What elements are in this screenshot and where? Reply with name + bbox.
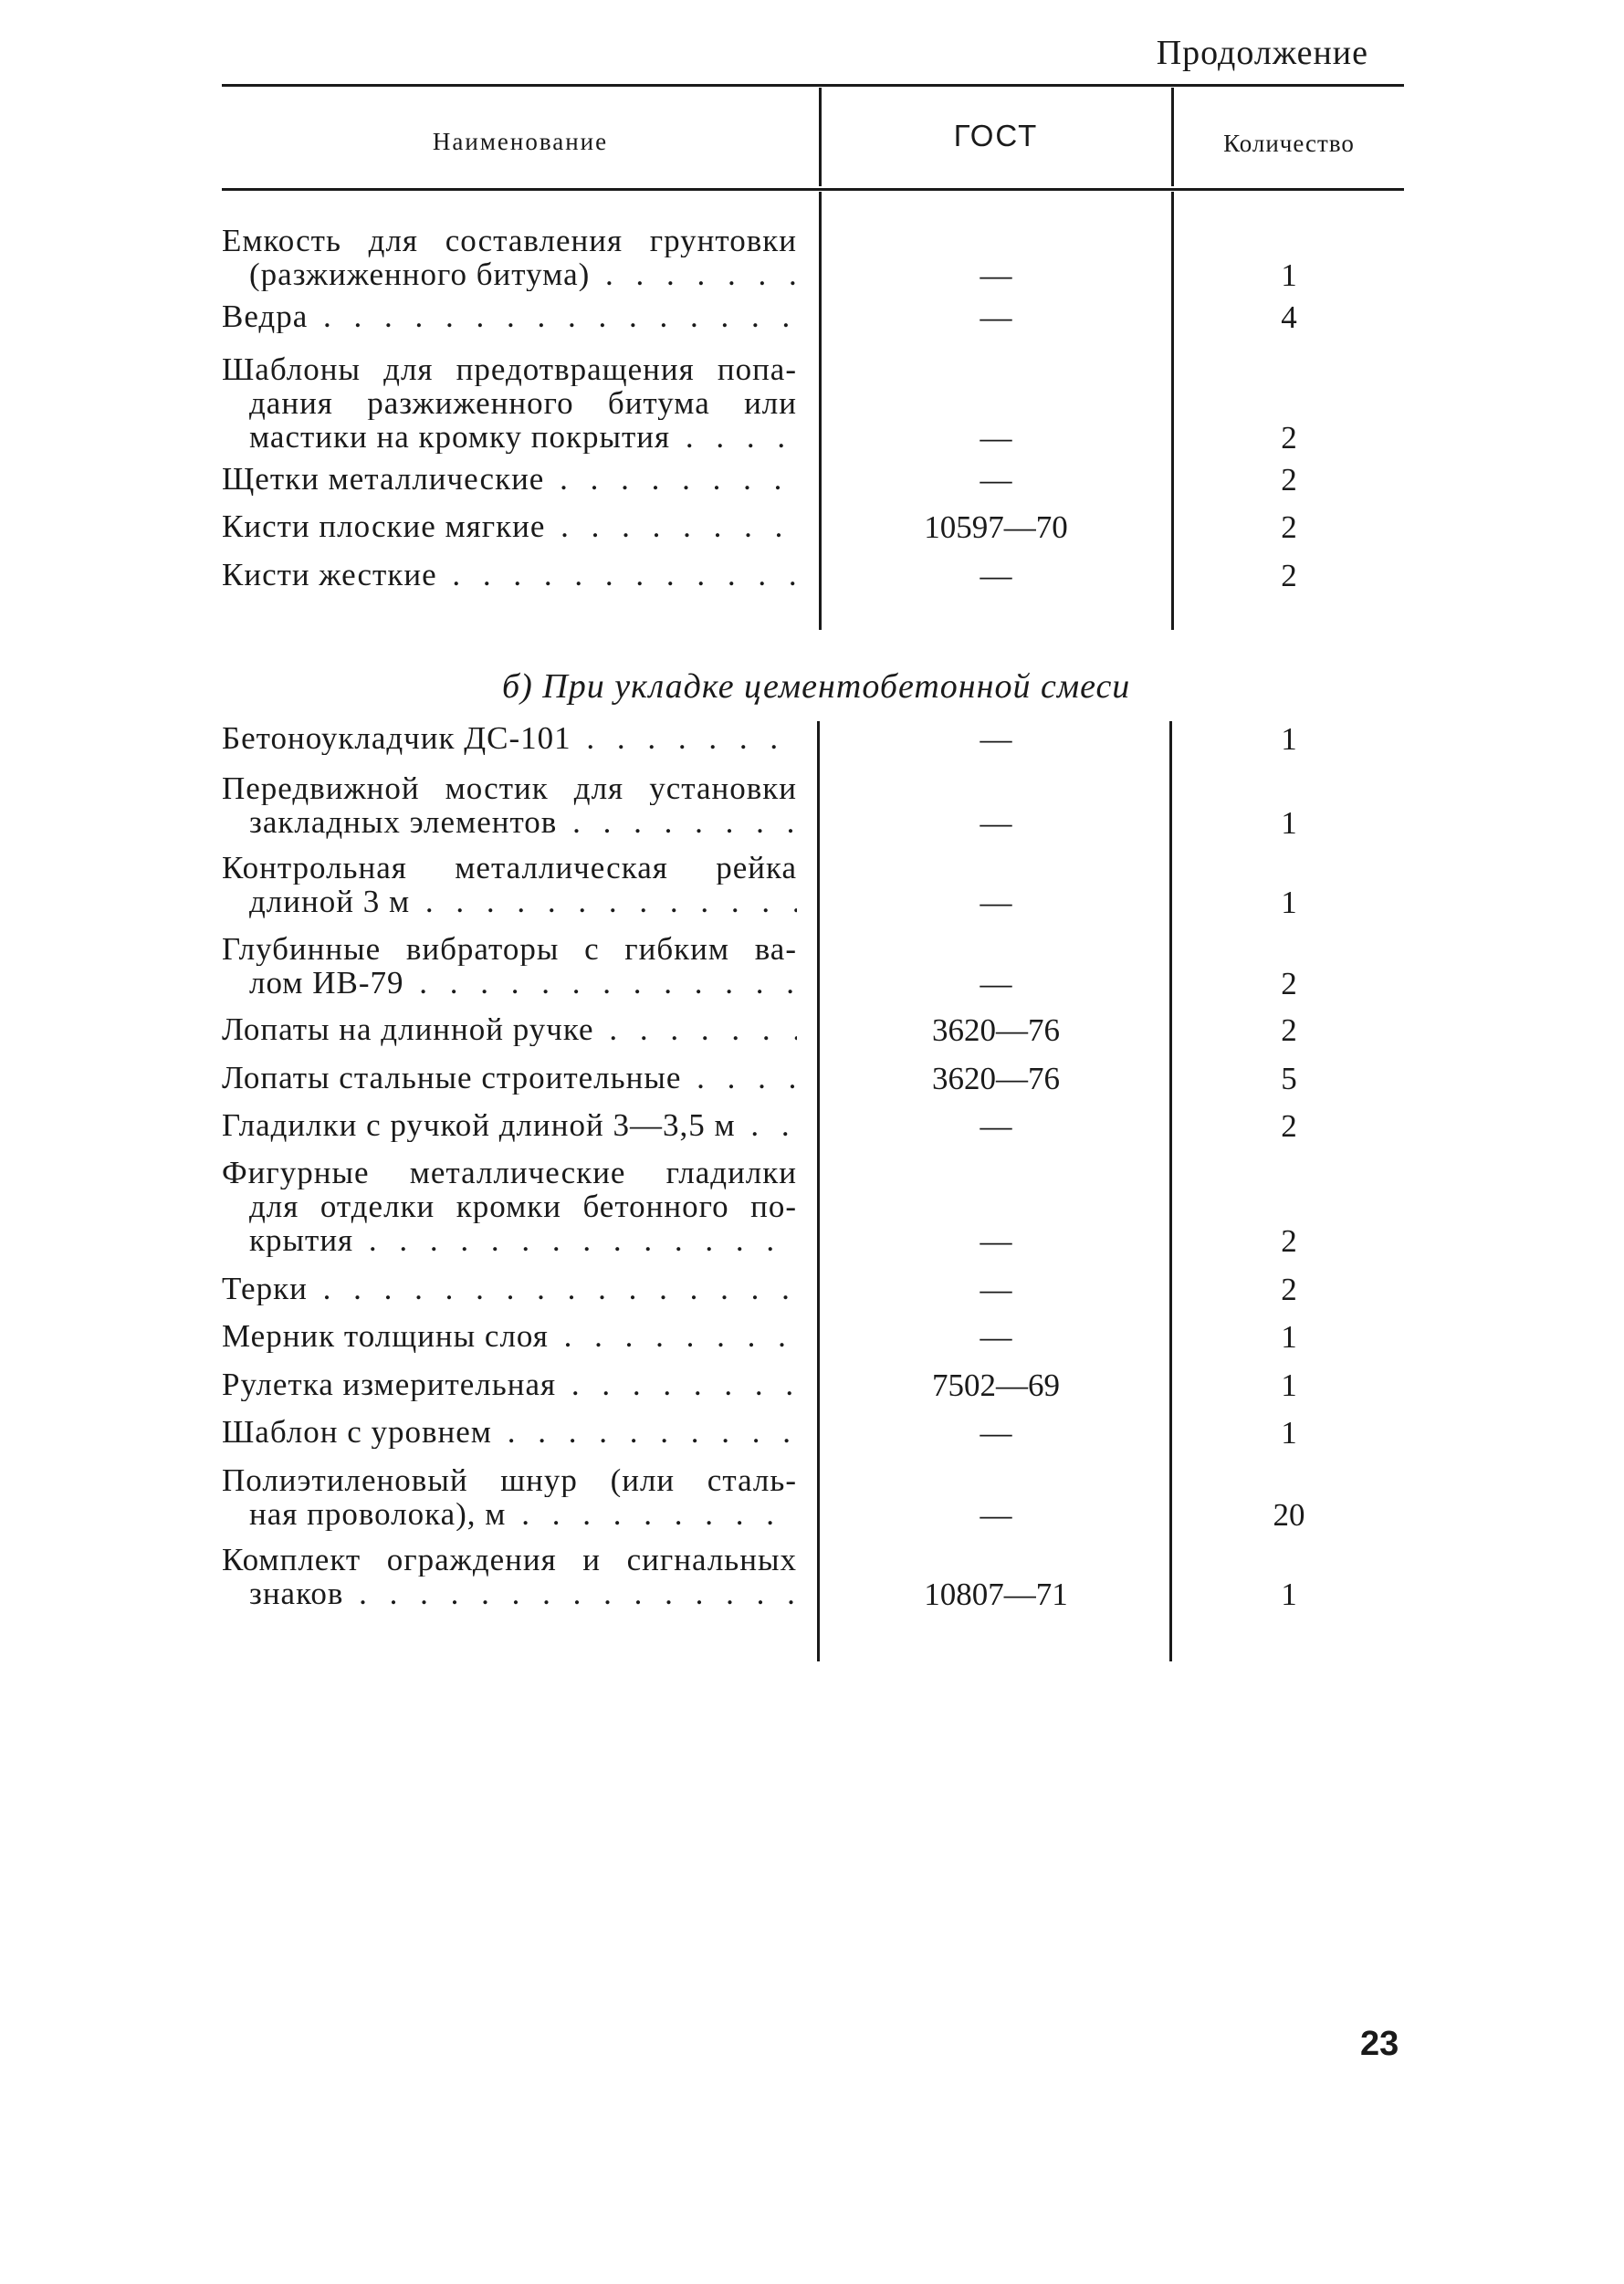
item-name-line: Емкость для составления грунтовки bbox=[222, 224, 797, 257]
item-name-line: Передвижной мостик для установки bbox=[222, 771, 797, 805]
item-name-line bbox=[222, 1223, 797, 1257]
leader-dots bbox=[556, 1367, 797, 1401]
item-name-line bbox=[222, 1577, 797, 1610]
leader-dots bbox=[353, 1223, 797, 1257]
section-b-title: б) При укладке цементобетонной смеси bbox=[502, 667, 1131, 706]
gost-cell: — bbox=[980, 420, 1012, 456]
item-name-text: знаков bbox=[249, 1577, 344, 1610]
qty-cell: 20 bbox=[1273, 1497, 1305, 1533]
item-name bbox=[222, 462, 797, 496]
qty-cell: 1 bbox=[1281, 1415, 1297, 1451]
leader-dots bbox=[670, 420, 797, 454]
table-top-rule bbox=[222, 84, 1404, 87]
item-name-text: Кисти плоские мягкие bbox=[222, 509, 546, 543]
item-name bbox=[222, 932, 797, 1000]
leader-dots bbox=[545, 509, 797, 543]
item-name bbox=[222, 1108, 797, 1142]
qty-cell: 1 bbox=[1281, 885, 1297, 920]
item-name-line: для отделки кромки бетонного по- bbox=[249, 1189, 797, 1223]
page-number: 23 bbox=[1360, 2025, 1399, 2063]
gost-cell: — bbox=[980, 462, 1012, 498]
leader-dots bbox=[437, 558, 797, 592]
item-name-line: Глубинные вибраторы с гибким ва- bbox=[222, 932, 797, 966]
item-name-line bbox=[222, 1415, 797, 1449]
header-name: Наименование bbox=[432, 128, 609, 155]
header-gost: ГОСТ bbox=[953, 119, 1039, 152]
qty-cell: 2 bbox=[1281, 1272, 1297, 1307]
item-name-line: Контрольная металлическая рейка bbox=[222, 851, 797, 885]
leader-dots bbox=[403, 966, 797, 1000]
qty-cell: 4 bbox=[1281, 299, 1297, 335]
gost-cell: — bbox=[980, 257, 1012, 293]
item-name bbox=[222, 1415, 797, 1449]
item-name-line bbox=[222, 299, 797, 333]
item-name bbox=[222, 721, 797, 755]
header-bottom-rule bbox=[222, 188, 1404, 191]
gost-cell: — bbox=[980, 558, 1012, 593]
leader-dots bbox=[308, 299, 797, 333]
gost-cell: — bbox=[980, 721, 1012, 757]
qty-cell: 5 bbox=[1281, 1061, 1297, 1096]
item-name-text: Бетоноукладчик ДС-101 bbox=[222, 721, 571, 755]
item-name-text: Лопаты стальные строительные bbox=[222, 1061, 682, 1095]
item-name-line bbox=[222, 1061, 797, 1095]
item-name-line bbox=[222, 257, 797, 291]
item-name-text: Шаблон с уровнем bbox=[222, 1415, 492, 1449]
qty-cell: 2 bbox=[1281, 420, 1297, 456]
item-name-line: Фигурные металлические гладилки bbox=[222, 1156, 797, 1189]
item-name-line bbox=[222, 966, 797, 1000]
item-name bbox=[222, 1061, 797, 1095]
item-name bbox=[222, 1156, 797, 1257]
item-name-text: Рулетка измерительная bbox=[222, 1367, 557, 1401]
item-name bbox=[222, 1367, 797, 1401]
item-name-line bbox=[222, 1272, 797, 1305]
qty-cell: 2 bbox=[1281, 1012, 1297, 1048]
item-name-line bbox=[222, 462, 797, 496]
item-name-text: Кисти жесткие bbox=[222, 558, 437, 592]
gost-cell: — bbox=[980, 1272, 1012, 1307]
continuation-label: Продолжение bbox=[1156, 34, 1368, 72]
item-name-line bbox=[222, 558, 797, 592]
leader-dots bbox=[343, 1577, 797, 1610]
item-name-text: Лопаты на длинной ручке bbox=[222, 1012, 594, 1046]
gost-cell: — bbox=[980, 1223, 1012, 1259]
item-name-text: мастики на кромку покрытия bbox=[249, 420, 671, 454]
item-name bbox=[222, 299, 797, 333]
gost-cell: 3620—76 bbox=[932, 1012, 1060, 1048]
header-qty: Количество bbox=[1223, 130, 1355, 157]
gost-cell: 3620—76 bbox=[932, 1061, 1060, 1096]
item-name-line: Шаблоны для предотвращения попа- bbox=[222, 352, 797, 386]
item-name-text: Терки bbox=[222, 1272, 308, 1305]
item-name-line bbox=[222, 1319, 797, 1353]
gost-cell: — bbox=[980, 1415, 1012, 1451]
item-name bbox=[222, 1272, 797, 1305]
gost-cell: 10597—70 bbox=[924, 509, 1068, 545]
item-name-line: Комплект ограждения и сигнальных bbox=[222, 1543, 797, 1577]
gost-cell: — bbox=[980, 966, 1012, 1001]
item-name-line: дания разжиженного битума или bbox=[249, 386, 797, 420]
qty-cell: 2 bbox=[1281, 1223, 1297, 1259]
item-name bbox=[222, 1319, 797, 1353]
column-divider bbox=[1171, 88, 1174, 186]
leader-dots bbox=[736, 1108, 797, 1142]
qty-cell: 1 bbox=[1281, 1319, 1297, 1355]
gost-cell: — bbox=[980, 805, 1012, 841]
item-name-text: Гладилки с ручкой длиной 3—3,5 м bbox=[222, 1108, 736, 1142]
leader-dots bbox=[492, 1415, 797, 1449]
qty-cell: 1 bbox=[1281, 721, 1297, 757]
item-name-line bbox=[222, 805, 797, 839]
leader-dots bbox=[410, 885, 797, 918]
leader-dots bbox=[590, 257, 797, 291]
item-name-line bbox=[222, 420, 797, 454]
leader-dots bbox=[506, 1497, 797, 1531]
gost-cell: — bbox=[980, 885, 1012, 920]
gost-cell: — bbox=[980, 1108, 1012, 1144]
item-name bbox=[222, 352, 797, 454]
item-name bbox=[222, 1543, 797, 1610]
item-name-line bbox=[222, 509, 797, 543]
item-name bbox=[222, 771, 797, 839]
item-name bbox=[222, 851, 797, 918]
qty-cell: 2 bbox=[1281, 966, 1297, 1001]
column-divider bbox=[819, 88, 822, 186]
qty-cell: 2 bbox=[1281, 558, 1297, 593]
item-name-text: (разжиженного битума) bbox=[249, 257, 591, 291]
item-name-text: Щетки металлические bbox=[222, 462, 545, 496]
leader-dots bbox=[681, 1061, 797, 1095]
item-name-text: лом ИВ-79 bbox=[249, 966, 404, 1000]
item-name-text: закладных элементов bbox=[249, 805, 558, 839]
item-name-line: Полиэтиленовый шнур (или сталь- bbox=[222, 1463, 797, 1497]
leader-dots bbox=[594, 1012, 797, 1046]
item-name bbox=[222, 1463, 797, 1531]
leader-dots bbox=[308, 1272, 797, 1305]
item-name-text: ная проволока), м bbox=[249, 1497, 507, 1531]
gost-cell: — bbox=[980, 299, 1012, 335]
gost-cell: — bbox=[980, 1319, 1012, 1355]
item-name-text: Ведра bbox=[222, 299, 309, 333]
qty-cell: 1 bbox=[1281, 805, 1297, 841]
qty-cell: 2 bbox=[1281, 462, 1297, 498]
item-name-line bbox=[222, 1012, 797, 1046]
leader-dots bbox=[549, 1319, 797, 1353]
item-name bbox=[222, 509, 797, 543]
leader-dots bbox=[557, 805, 797, 839]
qty-cell: 1 bbox=[1281, 1577, 1297, 1612]
qty-cell: 1 bbox=[1281, 1367, 1297, 1403]
item-name bbox=[222, 224, 797, 291]
item-name-line bbox=[222, 1367, 797, 1401]
item-name-line bbox=[222, 1497, 797, 1531]
leader-dots bbox=[571, 721, 797, 755]
gost-cell: 10807—71 bbox=[924, 1577, 1068, 1612]
item-name-text: крытия bbox=[249, 1223, 354, 1257]
leader-dots bbox=[544, 462, 797, 496]
gost-cell: 7502—69 bbox=[932, 1367, 1060, 1403]
item-name-text: Мерник толщины слоя bbox=[222, 1319, 549, 1353]
qty-cell: 2 bbox=[1281, 1108, 1297, 1144]
item-name-text: длиной 3 м bbox=[249, 885, 411, 918]
gost-cell: — bbox=[980, 1497, 1012, 1533]
item-name bbox=[222, 558, 797, 592]
qty-cell: 1 bbox=[1281, 257, 1297, 293]
column-divider bbox=[817, 721, 820, 1661]
qty-cell: 2 bbox=[1281, 509, 1297, 545]
item-name-line bbox=[222, 721, 797, 755]
item-name-line bbox=[222, 1108, 797, 1142]
item-name-line bbox=[222, 885, 797, 918]
item-name bbox=[222, 1012, 797, 1046]
